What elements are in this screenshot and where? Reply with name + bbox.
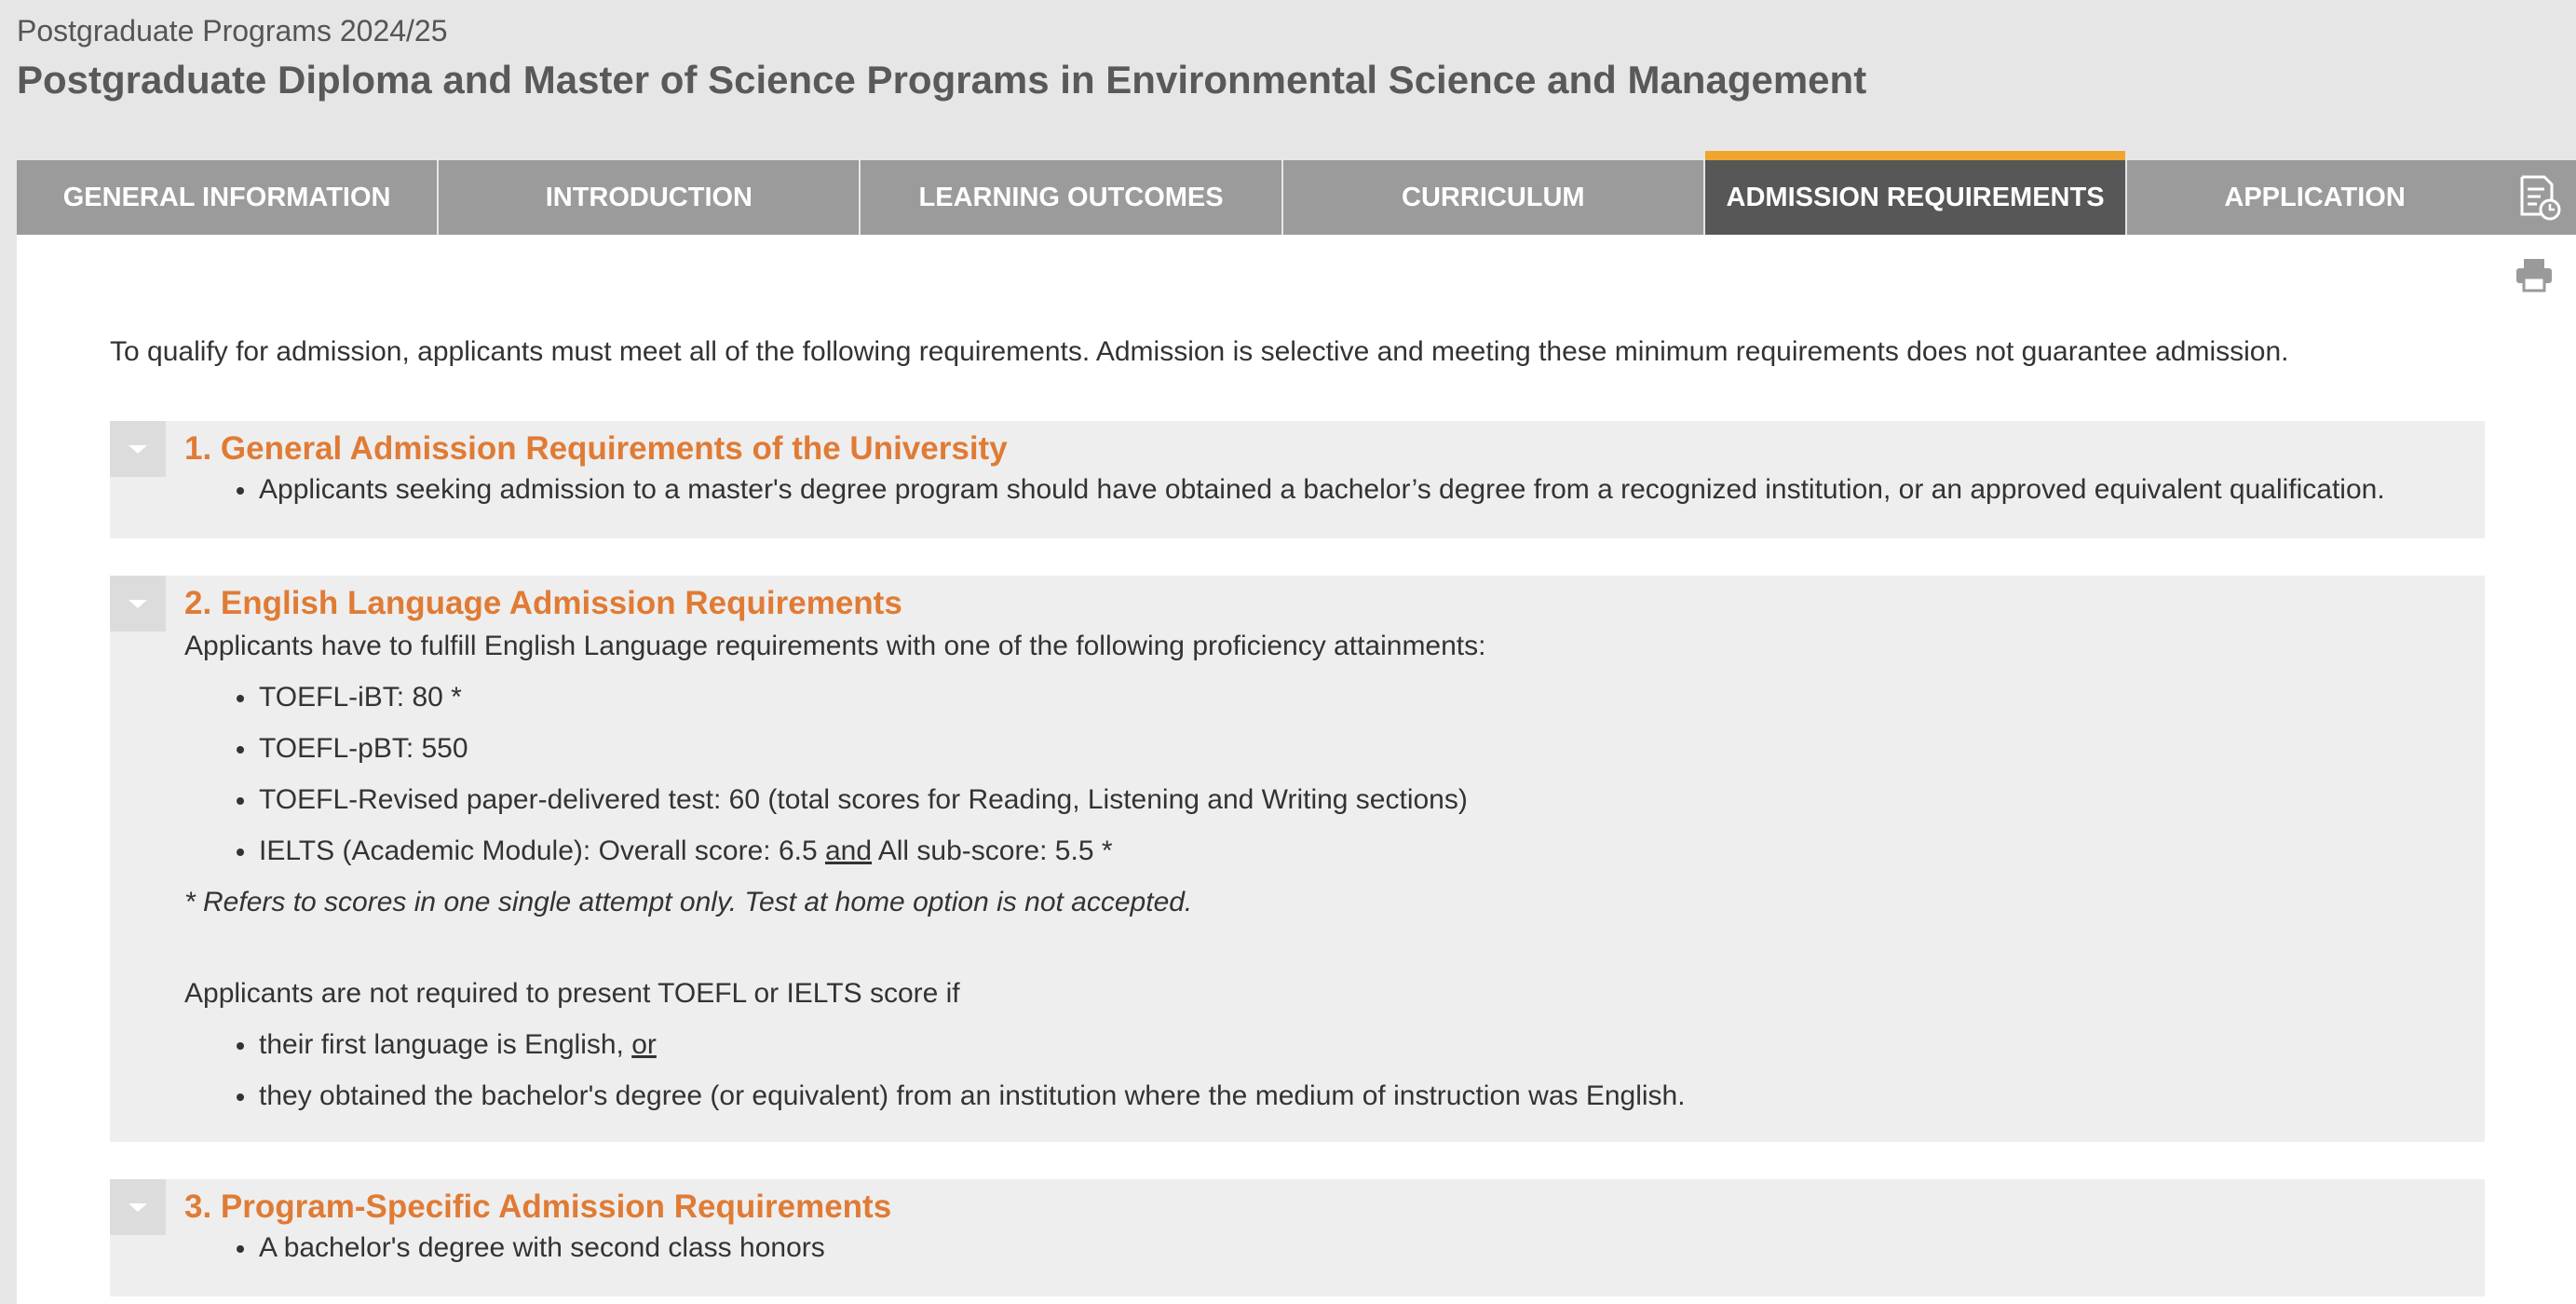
- section-title: 2. English Language Admission Requirements: [184, 585, 902, 621]
- tab-bar: [17, 151, 2576, 235]
- list-item-ielts: [184, 833, 1686, 884]
- admission-intro-text: To qualify for admission, applicants must meet all of the following requirements. Admission is selective and meeting these minimum requirements does not guarantee admission.: [110, 336, 2289, 367]
- chevron-down-icon[interactable]: [110, 421, 166, 477]
- printer-icon[interactable]: [2515, 257, 2554, 297]
- document-clock-icon[interactable]: [2502, 160, 2576, 235]
- chevron-down-icon[interactable]: [110, 1179, 166, 1235]
- tab-introduction[interactable]: INTRODUCTION: [439, 160, 859, 235]
- section-body: [184, 471, 2385, 523]
- list-item: [184, 1026, 1686, 1078]
- ielts-text-post: All sub-score: 5.5 *: [872, 835, 1113, 866]
- section-general-admission: [110, 421, 2485, 538]
- section-program-specific: [110, 1179, 2485, 1297]
- section-lead-text: Applicants have to fulfill English Language requirements with one of the following proficiency attainments:: [184, 631, 1486, 661]
- page-title: Postgraduate Diploma and Master of Science Programs in Environmental Science and Management: [17, 58, 1867, 102]
- page-header: [17, 13, 1866, 106]
- list-item: they obtained the bachelor's degree (or equivalent) from an institution where the medium of instruction was English.: [184, 1078, 1686, 1129]
- section-title: 3. Program-Specific Admission Requirements: [184, 1189, 892, 1225]
- section-english-language: [110, 576, 2485, 1142]
- tab-admission-requirements[interactable]: ADMISSION REQUIREMENTS: [1705, 151, 2125, 235]
- section-body: [184, 1229, 825, 1281]
- ielts-and-underlined: and: [825, 835, 873, 866]
- program-year-label: Postgraduate Programs 2024/25: [17, 14, 448, 48]
- chevron-down-icon[interactable]: [110, 576, 166, 632]
- tab-learning-outcomes[interactable]: LEARNING OUTCOMES: [861, 160, 1281, 235]
- list-item: TOEFL-Revised paper-delivered test: 60 (total scores for Reading, Listening and Writing sections): [184, 781, 1686, 833]
- list-item: Applicants seeking admission to a master's degree program should have obtained a bachelor’s degree from a recognized institution, or an approved equivalent qualification.: [184, 471, 2385, 523]
- exemption-lead-text: Applicants are not required to present TOEFL or IELTS score if: [184, 978, 960, 1009]
- tab-curriculum[interactable]: CURRICULUM: [1283, 160, 1703, 235]
- tab-application[interactable]: APPLICATION: [2127, 160, 2502, 235]
- ielts-text-pre: IELTS (Academic Module): Overall score: 6.5: [259, 835, 825, 866]
- list-item: TOEFL-iBT: 80 *: [184, 679, 1686, 730]
- tab-general-information[interactable]: GENERAL INFORMATION: [17, 160, 437, 235]
- exemption-text: their first language is English,: [259, 1029, 632, 1060]
- tab-content-panel: [17, 235, 2576, 1304]
- list-item: TOEFL-pBT: 550: [184, 730, 1686, 781]
- or-underlined: or: [631, 1029, 657, 1060]
- list-item: A bachelor's degree with second class honors: [184, 1229, 825, 1281]
- section-title: 1. General Admission Requirements of the University: [184, 430, 1008, 467]
- score-footnote: * Refers to scores in one single attempt only. Test at home option is not accepted.: [184, 887, 1193, 917]
- section-body: [184, 628, 1686, 1129]
